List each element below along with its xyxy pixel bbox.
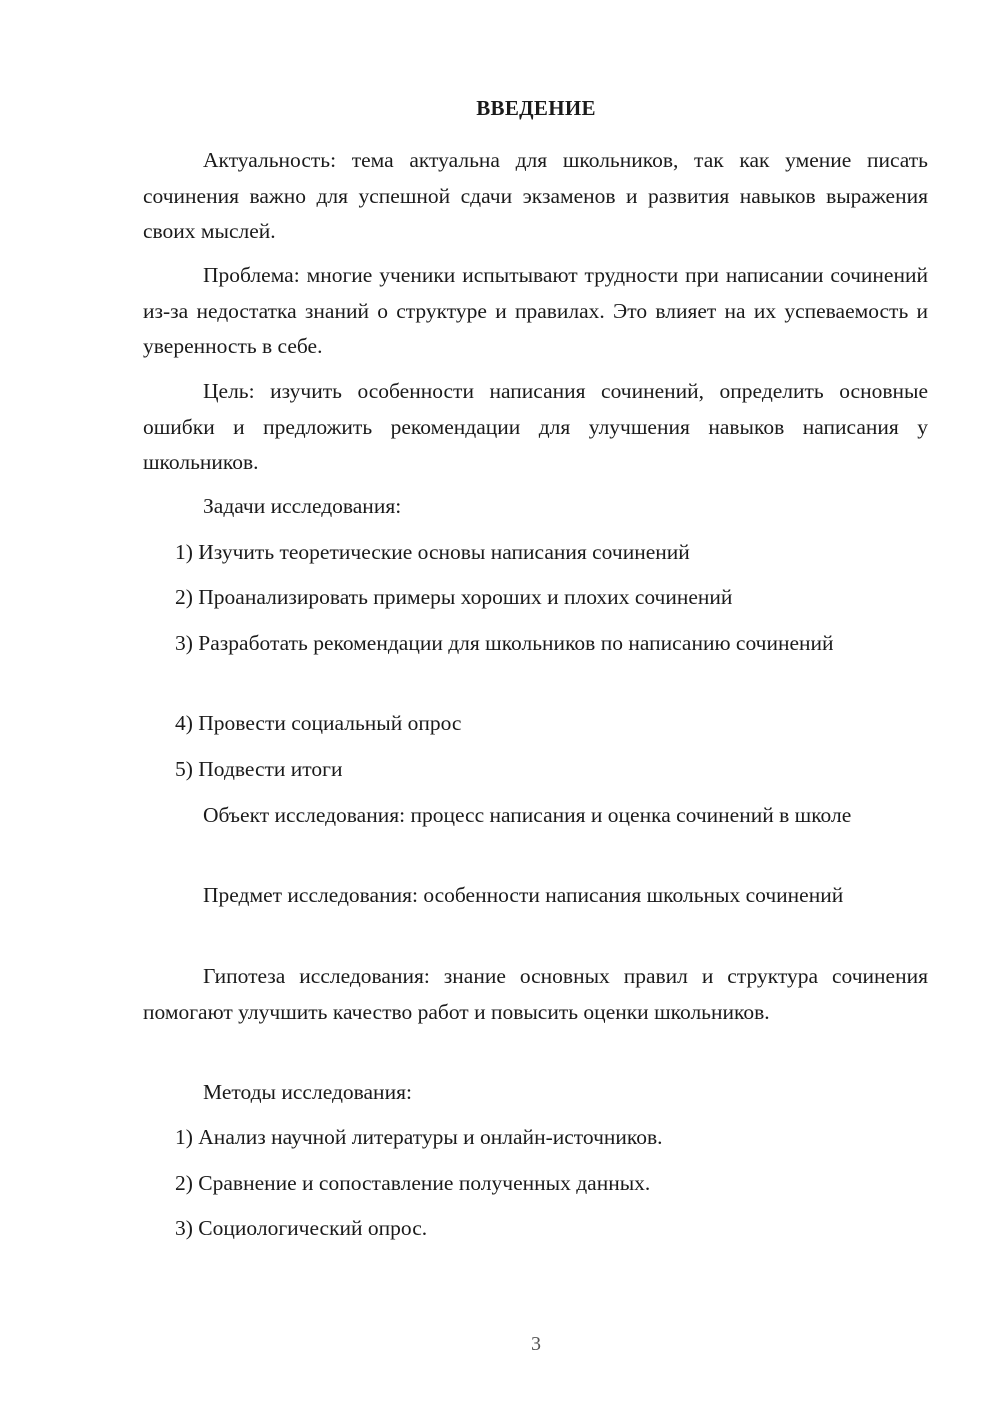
task-item-3: 3) Разработать рекомендации для школьников по написанию сочинений [175, 631, 834, 655]
task-item-1: 1) Изучить теоретические основы написания сочинений [175, 540, 690, 564]
task-item-2: 2) Проанализировать примеры хороших и плохих сочинений [175, 585, 733, 609]
paragraph-problem: Проблема: многие ученики испытывают трудности при написании сочинений из-за недостатка знаний о структуре и правилах. Это влияет на их успеваемость и уверенность в себе. [143, 263, 928, 358]
paragraph-goal: Цель: изучить особенности написания сочинений, определить основные ошибки и предложить рекомендации для улучшения навыков написания у школьников. [143, 379, 928, 474]
methods-title: Методы исследования: [203, 1080, 412, 1104]
method-item-3: 3) Социологический опрос. [175, 1216, 428, 1240]
paragraph-relevance: Актуальность: тема актуальна для школьников, так как умение писать сочинения важно для успешной сдачи экзаменов и развития навыков выражения своих мыслей. [143, 148, 928, 243]
paragraph-object: Объект исследования: процесс написания и оценка сочинений в школе [203, 803, 852, 827]
page-title: ВВЕДЕНИЕ [476, 96, 596, 120]
method-item-1: 1) Анализ научной литературы и онлайн-источников. [175, 1125, 663, 1149]
task-item-4: 4) Провести социальный опрос [175, 711, 462, 735]
tasks-title: Задачи исследования: [203, 494, 402, 518]
method-item-2: 2) Сравнение и сопоставление полученных данных. [175, 1171, 651, 1195]
paragraph-subject: Предмет исследования: особенности написания школьных сочинений [203, 883, 844, 907]
task-item-5: 5) Подвести итоги [175, 757, 343, 781]
page-number: 3 [531, 1333, 541, 1355]
paragraph-hypothesis: Гипотеза исследования: знание основных правил и структура сочинения помогают улучшить качество работ и повысить оценки школьников. [143, 964, 928, 1024]
